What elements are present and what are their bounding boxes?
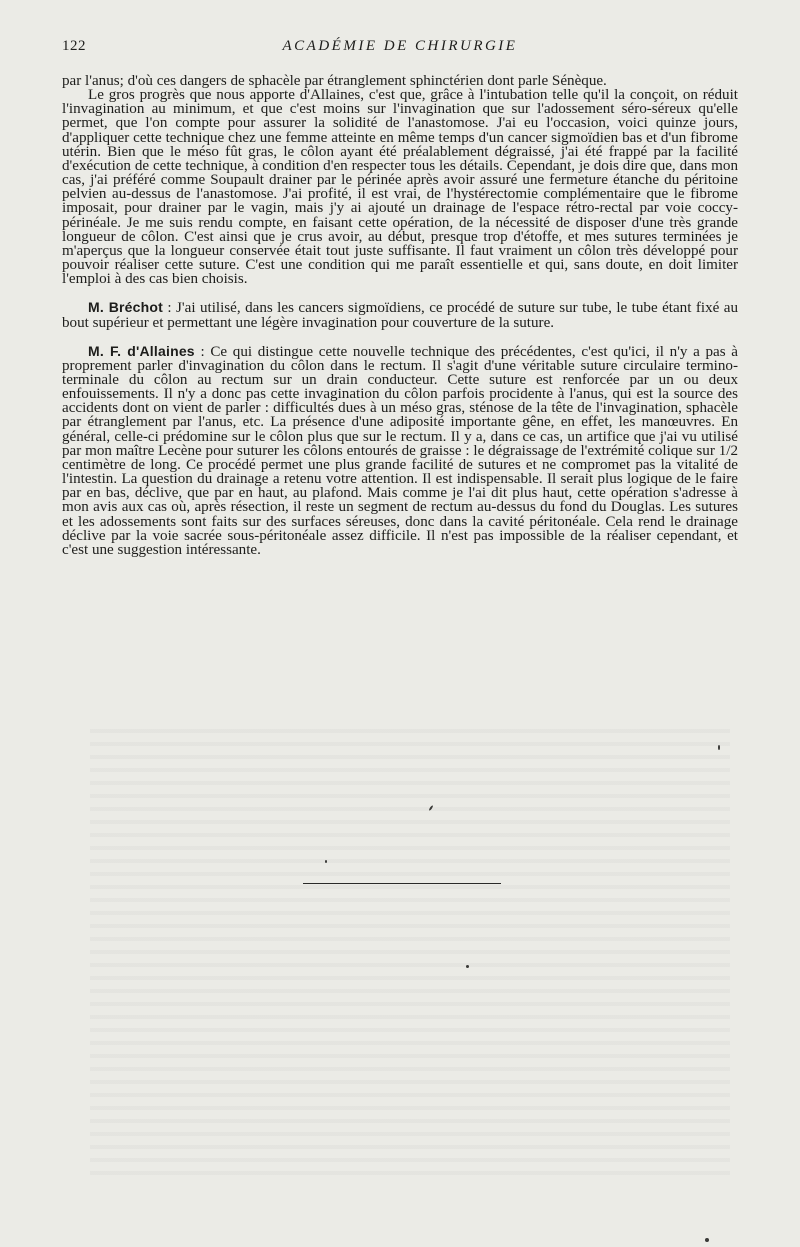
paper-speck <box>466 965 469 968</box>
section-end-rule <box>303 883 501 884</box>
body-text <box>62 74 738 557</box>
paragraph-dallaines <box>62 344 738 557</box>
show-through-texture <box>90 720 730 1180</box>
speaker-remark: : J'ai utilisé, dans les cancers sigmoïdiens, ce procédé de suture sur tube, le tube étant fixé au bout supérieur et permettant une légère invagination pour couverture de la suture. <box>62 300 738 331</box>
paper-speck <box>705 1238 709 1242</box>
page-number: 122 <box>62 38 86 54</box>
paper-speck <box>325 860 327 863</box>
paragraph-commentary: Le gros progrès que nous apporte d'Allaines, c'est que, grâce à l'intubation telle qu'il la conçoit, on réduit l'invagination au minimum, et que c'est moins sur l'invagination que sur l'adossement séro-séreux qu'elle permet, que l'on compte pour assurer la solidité de l'anastomose. J'ai eu l'occasion, voici quinze jours, d'appliquer cette technique chez une femme atteinte en même temps d'un cancer sigmoïdien bas et d'un fibrome utérin. Bien que le méso fût gras, le côlon ayant été préalablement dégraissé, j'ai été frappé par la facilité d'exécution de cette technique, à condition d'en respecter tous les détails. Cependant, je dois dire que, dans mon cas, j'ai préféré comme Soupault drainer par le périnée après avoir assuré une fermeture étanche du péritoine pelvien au-dessus de l'anastomose. J'ai profité, il est vrai, de l'hystérectomie complémentaire que le fibrome imposait, pour drainer par le vagin, mais j'y ai ajouté un drainage de l'espace rétro-rectal par voie coccy-périnéale. Je me suis rendu compte, en faisant cette opération, de la nécessité de disposer d'une très grande longueur de côlon. C'est ainsi que je crus avoir, au début, presque trop d'étoffe, et mes sutures terminées je m'aperçus que la longueur conservée était tout juste suffisante. Il faut vraiment un côlon très développé pour pouvoir réaliser cette suture. C'est une condition qui me paraît essentielle et qui, sans doute, en doit limiter l'emploi à des cas bien choisis. <box>62 87 738 288</box>
paragraph-brechot <box>62 300 738 329</box>
paragraph-continuation: par l'anus; d'où ces dangers de sphacèle par étranglement sphinctérien dont parle Sénèque. <box>62 73 607 89</box>
speaker-name: M. Bréchot <box>88 299 163 316</box>
running-head: ACADÉMIE DE CHIRURGIE <box>282 38 518 54</box>
page-header <box>62 38 738 60</box>
speaker-name: M. F. d'Allaines <box>88 342 195 359</box>
paper-speck <box>718 745 720 750</box>
speaker-remark: : Ce qui distingue cette nouvelle technique des précédentes, c'est qu'ici, il n'y a pas à proprement parler d'invagination du côlon dans le rectum. Il s'agit d'une véritable suture circulaire termino-terminale du côlon au rectum sur un drain conducteur. Cette suture est renforcée par un ou deux enfouissements. Il n'y a donc pas cette invagination du côlon parfois procidente à l'anus, qui est la source des accidents dont on vient de parler : difficultés dues à un méso gras, sténose de la tête de l'invagination, sphacèle par étranglement par l'anus, etc. La présence d'une adiposité importante gêne, en effet, les manœuvres. En général, celle-ci prédomine sur le côlon plus que sur le rectum. Il y a, dans ce cas, un artifice que j'ai vu utilisé par mon maître Lecène pour suturer les côlons entourés de graisse : le dégraissage de l'extrémité colique sur 1/2 centimètre de long. Ce procédé permet une plus grande facilité de sutures et ne compromet pas la vitalité de l'intestin. La question du drainage a retenu votre attention. Il est indispensable. Il serait plus logique de le faire par en bas, déclive, que par en haut, au plafond. Mais comme je l'ai dit plus haut, cette opération s'adresse à mon avis aux cas où, après résection, il reste un segment de rectum au-dessus du fond du Douglas. Les sutures et les adossements sont faits sur des surfaces séreuses, donc dans la cavité péritonéale. Cela rend le drainage déclive par la voie sacrée sous-péritonéale assez difficile. Il n'est pas impossible de la réaliser cependant, et c'est une suggestion intéressante. <box>62 343 738 558</box>
